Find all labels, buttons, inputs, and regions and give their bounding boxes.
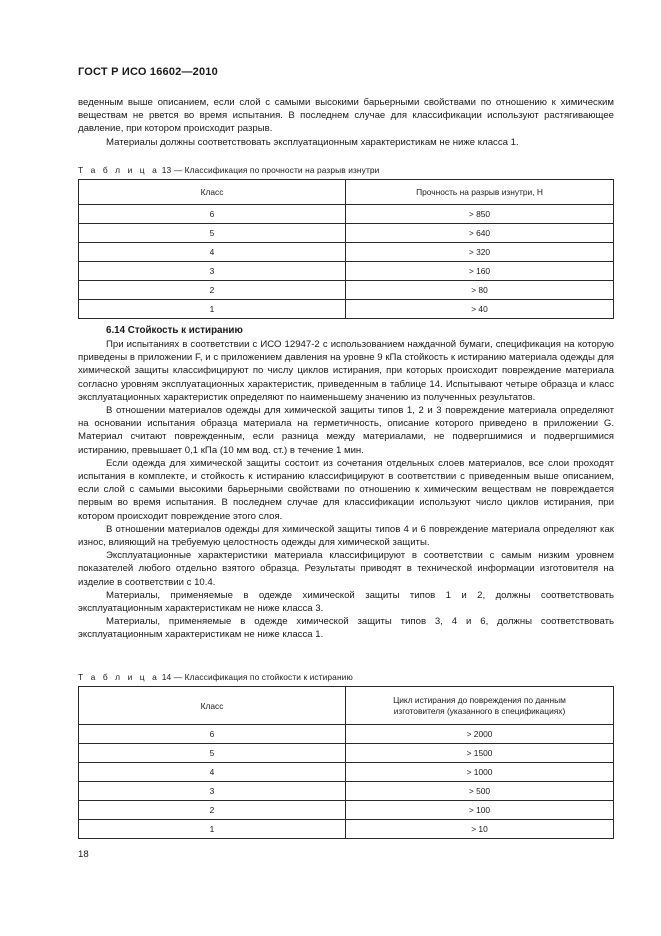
section-text [78,338,614,642]
table-row [79,725,614,744]
section-paragraph: Эксплуатационные характеристики материала классифицируют в соответствии с самым низким уровнем показателей любого отдельно взятого образца. Результаты приводят в технической информации изготовителя на изделие в соответствии с 10.4. [78,550,614,588]
section-paragraph: Материалы, применяемые в одежде химической защиты типов 3, 4 и 6, должны соответствовать эксплуатационным характеристикам не ниже класса 1. [78,616,614,641]
table-header-cell: Прочность на разрыв изнутри, Н [346,180,614,205]
table-caption-text: 13 — Классификация по прочности на разрыв изнутри [161,165,380,175]
table-row [79,744,614,763]
table-row [79,782,614,801]
table-cell: 4 [79,243,346,262]
table-cell: 3 [79,262,346,281]
table-row [79,224,614,243]
table-cell: > 10 [346,820,614,839]
table-cell: > 40 [346,300,614,319]
table-row [79,205,614,224]
table-cell: > 640 [346,224,614,243]
document-header: ГОСТ Р ИСО 16602—2010 [78,66,218,78]
table-cell: 5 [79,744,346,763]
section-paragraph: Если одежда для химической защиты состоит из сочетания отдельных слоев материалов, все слои проходят испытания в комплекте, и стойкость к истиранию классифицируют в соответствии с приведенным выше описанием, если слой с самыми высокими барьерными свойствами по отношению к химическим веществам не повреждается первым во время испытания. В последнем случае для классификации используют число циклов истирания, при котором происходит повреждение этого слоя. [78,457,614,522]
table-row [79,763,614,782]
table-cell: > 100 [346,801,614,820]
table-cell: 6 [79,725,346,744]
table-14-caption [78,672,353,682]
section-paragraph: Материалы, применяемые в одежде химической защиты типов 1 и 2, должны соответствовать эксплуатационным характеристикам не ниже класса 3. [78,589,614,615]
table-13 [78,179,614,319]
table-cell: > 850 [346,205,614,224]
table-row [79,262,614,281]
table-header-cell: Цикл истирания до повреждения по данным изготовителя (указанного в спецификациях) [346,687,614,725]
table-caption-prefix: Т а б л и ц а [78,165,160,175]
table-row [79,300,614,319]
table-cell: > 1000 [346,763,614,782]
table-header-cell: Класс [79,687,346,725]
table-cell: > 1500 [346,744,614,763]
table-cell: 6 [79,205,346,224]
table-row [79,281,614,300]
table-14 [78,686,614,839]
table-cell: > 80 [346,281,614,300]
page-number: 18 [78,849,89,860]
table-cell: 1 [79,300,346,319]
section-paragraph: В отношении материалов одежды для химической защиты типов 4 и 6 повреждение материала определяют как износ, влияющий на требуемую целостность одежды для химической защиты. [78,523,614,549]
intro-text [78,96,614,149]
table-cell: > 320 [346,243,614,262]
table-caption-text: 14 — Классификация по стойкости к истиранию [161,672,353,682]
table-cell: 1 [79,820,346,839]
table-cell: > 2000 [346,725,614,744]
intro-paragraph: Материалы должны соответствовать эксплуатационным характеристикам не ниже класса 1. [106,136,519,148]
table-cell: 2 [79,281,346,300]
table-caption-prefix: Т а б л и ц а [78,672,160,682]
table-cell: 3 [79,782,346,801]
table-row [79,243,614,262]
table-cell: > 500 [346,782,614,801]
intro-paragraph: веденным выше описанием, если слой с самыми высокими барьерными свойствами по отношению к химическим веществам не рвется во время испытания. В последнем случае для классификации используют растягивающее давление, при котором происходит разрыв. [78,97,614,135]
section-paragraph: При испытаниях в соответствии с ИСО 12947-2 с использованием наждачной бумаги, спецификация на которую приведены в приложении F, и с приложением давления на уровне 9 кПа стойкость к истиранию материала одежды для химической защиты классифицируют по числу циклов истирания, при которых происходит повреждение материала согласно уровням эксплуатационных характеристик, приведенным в таблице 14. Испытывают четыре образца и класс эксплуатационных характеристик определяют по наименьшему значению из полученных результатов. [78,339,614,403]
table-cell: > 160 [346,262,614,281]
table-row [79,820,614,839]
section-paragraph: В отношении материалов одежды для химической защиты типов 1, 2 и 3 повреждение материала определяют на основании испытания образца материала на герметичность, описание которого приведено в приложении G. Материал считают поврежденным, если разница между материалами, не подвергшимися и подвергшимися истиранию, превышает 0,1 кПа (10 мм вод. ст.) в течение 1 мин. [78,405,614,456]
table-row [79,801,614,820]
table-13-caption [78,165,379,175]
table-cell: 5 [79,224,346,243]
table-cell: 4 [79,763,346,782]
table-cell: 2 [79,801,346,820]
section-title: 6.14 Стойкость к истиранию [106,325,243,336]
table-header-cell: Класс [79,180,346,205]
